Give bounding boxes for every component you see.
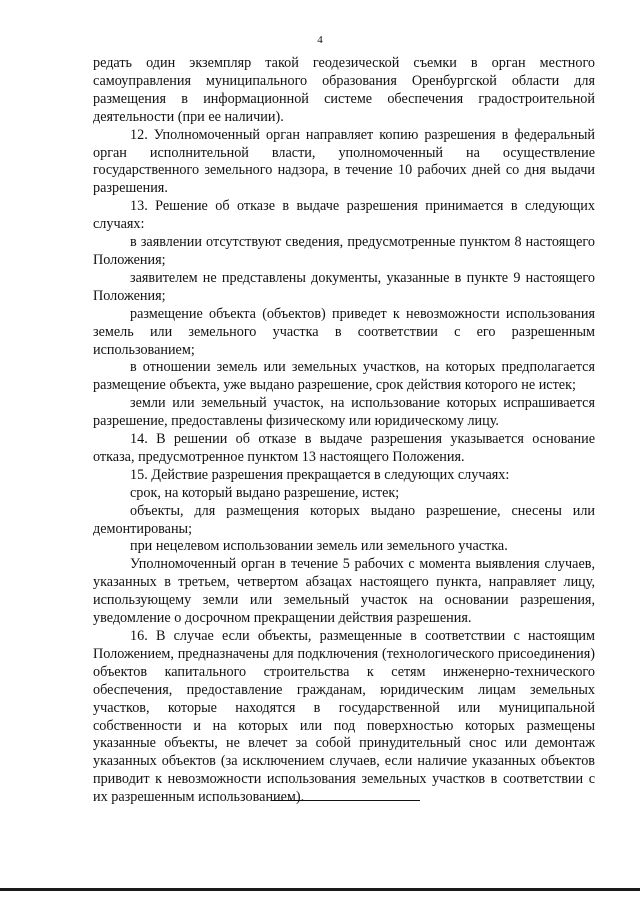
paragraph-item-16: 16. В случае если объекты, размещенные в соответствии с настоящим Положением, предназначены для подключения (технологического присоединения) объектов капитального строительства к сетям инженерно-технического обеспечения, предоставление гражданам, юридическим лицам земельных участков, которые находятся в государственной или муниципальной собственности и на которых или под поверхностью которых размещены указанные объекты, не влечет за собой принудительный снос или демонтаж указанных объектов (за исключением случаев, если наличие указанных объектов приводит к невозможности использования земельных участков в соответствии с их разрешенным использованием). xyxy=(93,628,595,806)
paragraph-continuation: редать один экземпляр такой геодезической съемки в орган местного самоуправления муниципального образования Оренбургской области для размещения в информационной системе обеспечения градостроительной деятельности (при ее наличии). xyxy=(93,55,595,125)
paragraph-item-13-case-5: земли или земельный участок, на использование которых испрашивается разрешение, предоставлены физическому или юридическому лицу. xyxy=(93,395,595,430)
paragraph-item-15-case-3: при нецелевом использовании земель или земельного участка. xyxy=(130,538,508,555)
paragraph-item-15-case-1: срок, на который выдано разрешение, истек; xyxy=(130,484,400,501)
paragraph-item-12: 12. Уполномоченный орган направляет копию разрешения в федеральный орган исполнительной власти, уполномоченный на осуществление государственного земельного надзора, в течение 10 рабочих дней со дня выдачи разрешения. xyxy=(93,126,595,197)
paragraph-item-14: 14. В решении об отказе в выдаче разрешения указывается основание отказа, предусмотренное пунктом 13 настоящего Положения. xyxy=(93,431,595,465)
paragraph-item-15: 15. Действие разрешения прекращается в следующих случаях: xyxy=(130,466,510,483)
paragraph-item-13-case-2: заявителем не представлены документы, указанные в пункте 9 настоящего Положения; xyxy=(93,269,595,304)
end-of-text-rule xyxy=(272,800,420,801)
paragraph-item-15-notice: Уполномоченный орган в течение 5 рабочих с момента выявления случаев, указанных в третьем, четвертом абзацах настоящего пункта, направляет лицу, использующему земли или земельный участок на основании разрешения, уведомление о досрочном прекращении действия разрешения. xyxy=(93,556,595,627)
paragraph-item-13-case-1: в заявлении отсутствуют сведения, предусмотренные пунктом 8 настоящего Положения; xyxy=(93,234,595,268)
page-number: 4 xyxy=(317,34,323,46)
document-body xyxy=(93,55,595,807)
paragraph-item-15-case-2: объекты, для размещения которых выдано разрешение, снесены или демонтированы; xyxy=(93,502,595,537)
page-bottom-border xyxy=(0,888,640,891)
paragraph-item-13-case-4: в отношении земель или земельных участков, на которых предполагается размещение объекта, уже выдано разрешение, срок действия которого не истек; xyxy=(93,359,595,394)
paragraph-item-13: 13. Решение об отказе в выдаче разрешения принимается в следующих случаях: xyxy=(93,198,595,233)
paragraph-item-13-case-3: размещение объекта (объектов) приведет к невозможности использования земель или земельного участка в соответствии с его разрешенным использованием; xyxy=(93,305,595,358)
